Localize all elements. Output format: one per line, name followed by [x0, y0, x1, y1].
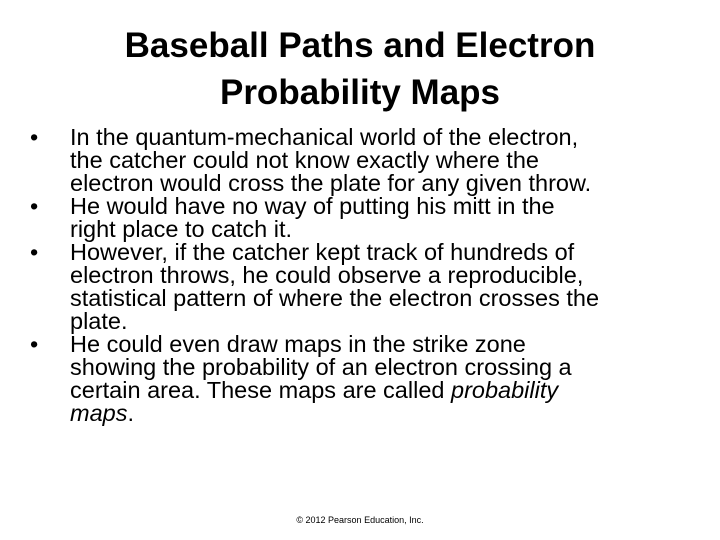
bullet-item	[30, 333, 690, 425]
bullet-item	[30, 126, 690, 195]
bullet-item	[30, 241, 690, 333]
bullet-text-line: He would have no way of putting his mitt in the	[70, 193, 555, 219]
bullet-text-line: electron throws, he could observe a reproducible,	[70, 262, 584, 288]
slide-title-line-2: Probability Maps	[219, 73, 501, 112]
bullet-text-line	[70, 379, 690, 402]
bullet-dot-icon: •	[30, 331, 39, 357]
italic-term: probability	[451, 377, 559, 403]
slide-title-line-1: Baseball Paths and Electron	[124, 26, 596, 65]
bullet-text-line: In the quantum-mechanical world of the electron,	[70, 124, 579, 150]
slide-title	[40, 22, 680, 116]
bullet-text-line: the catcher could not know exactly where the	[70, 147, 539, 173]
bullet-dot-icon: •	[30, 239, 39, 265]
bullet-text-line: electron would cross the plate for any given throw.	[70, 170, 592, 196]
bullet-text-line: statistical pattern of where the electron crosses the	[70, 285, 600, 311]
bullet-text-line	[70, 402, 690, 425]
sentence-period: .	[127, 400, 134, 426]
bullet-dot-icon: •	[30, 193, 39, 219]
bullet-list	[30, 126, 690, 425]
bullet-text-segment: certain area. These maps are called	[70, 377, 451, 403]
italic-term: maps	[70, 400, 128, 426]
bullet-text-line: showing the probability of an electron crossing a	[70, 354, 572, 380]
bullet-text-line: He could even draw maps in the strike zone	[70, 331, 526, 357]
bullet-dot-icon: •	[30, 124, 39, 150]
bullet-text-line: However, if the catcher kept track of hundreds of	[70, 239, 575, 265]
copyright-footer: © 2012 Pearson Education, Inc.	[296, 515, 424, 525]
bullet-text-line: plate.	[70, 308, 128, 334]
bullet-text-line: right place to catch it.	[70, 216, 293, 242]
bullet-item	[30, 195, 690, 241]
